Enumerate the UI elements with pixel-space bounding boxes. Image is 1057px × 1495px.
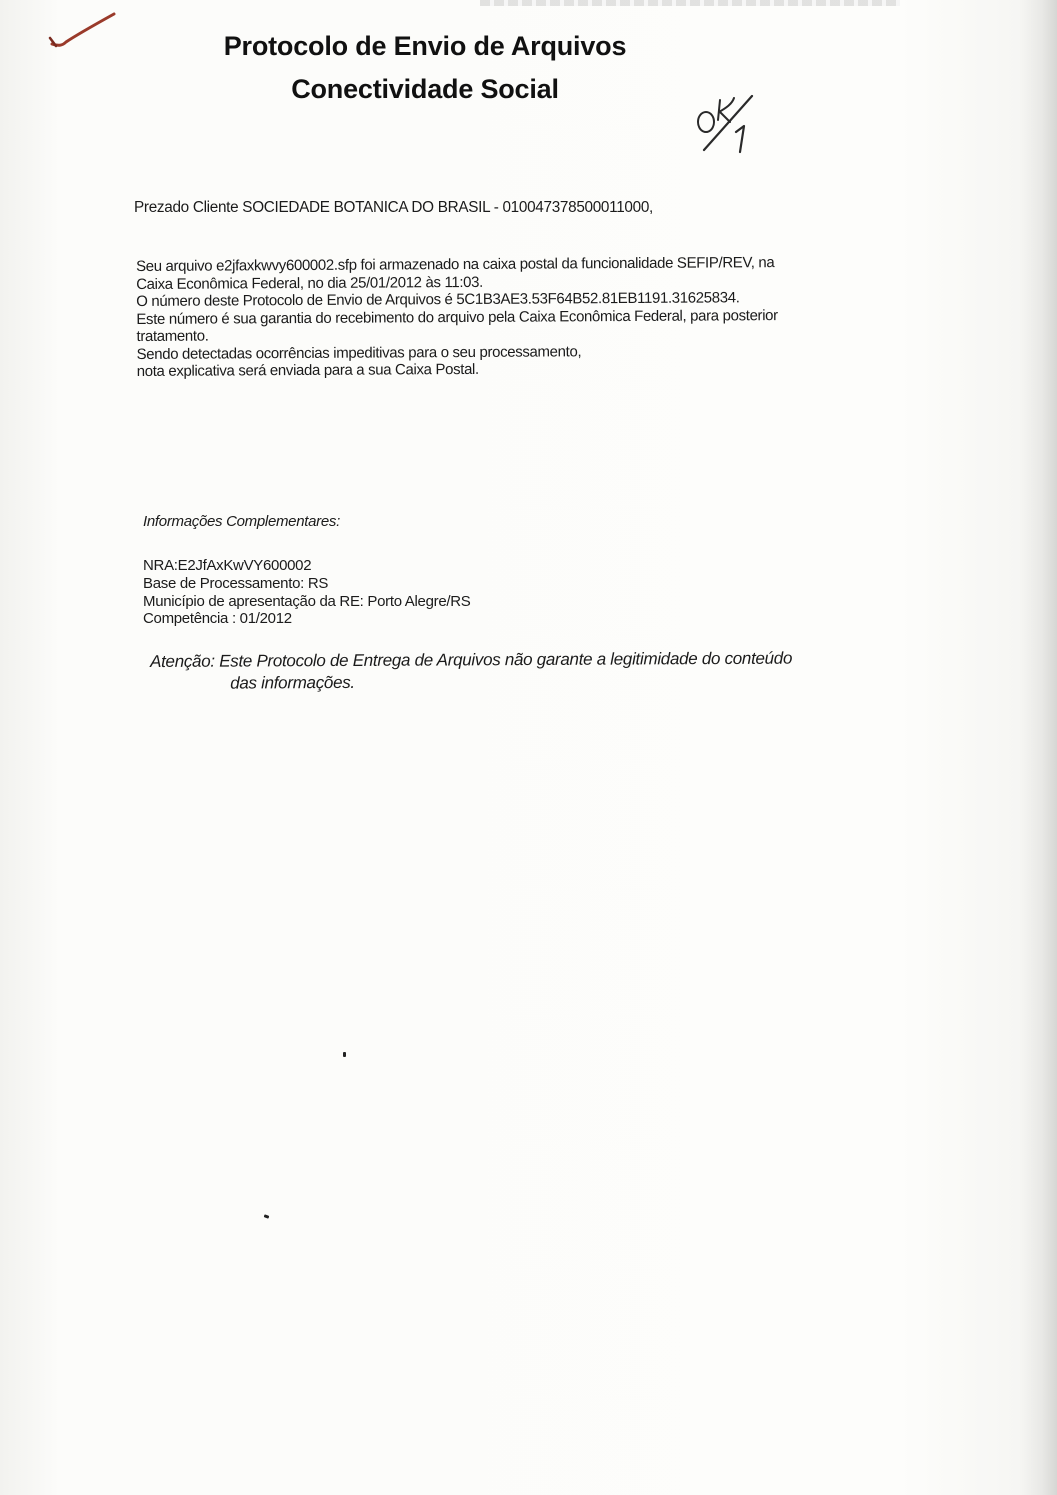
- body-line: O número deste Protocolo de Envio de Arquivos é 5C1B3AE3.53F64B52.81EB1191.31625834.: [136, 289, 740, 310]
- corner-checkmark-icon: [48, 8, 118, 53]
- base-label: Base de Processamento:: [143, 574, 304, 592]
- base-value: RS: [307, 574, 329, 592]
- body-line: Seu arquivo e2jfaxkwvy600002.sfp foi armazenado na caixa postal da funcionalidade SEFIP/REV, na: [136, 254, 775, 275]
- client-name: SOCIEDADE BOTANICA DO BRASIL - 010047378500011000,: [242, 199, 653, 216]
- document-subtitle: Conectividade Social: [291, 74, 559, 104]
- client-greeting: [134, 199, 653, 217]
- scan-speck: [343, 1052, 346, 1057]
- handwritten-ok-annotation: [690, 92, 770, 157]
- body-line: nota explicativa será enviada para a sua Caixa Postal.: [136, 360, 479, 380]
- scan-right-edge-shadow: [1019, 0, 1057, 1495]
- info-list: [143, 557, 470, 628]
- competencia-line: Competência : 01/2012: [143, 610, 292, 628]
- base-line: [143, 575, 470, 593]
- nra-line: NRA:E2JfAxKwVY600002: [143, 557, 312, 574]
- scan-top-edge: [480, 0, 900, 6]
- protocol-body: [136, 253, 937, 380]
- municipio-line: Município de apresentação da RE: Porto Alegre/RS: [143, 592, 471, 610]
- body-line: tratamento.: [136, 327, 209, 345]
- document-title: Protocolo de Envio de Arquivos: [223, 31, 627, 61]
- body-line: Caixa Econômica Federal, no dia 25/01/2012 às 11:03.: [136, 273, 483, 293]
- attention-line-1: Atenção: Este Protocolo de Entrega de Arquivos não garante a legitimidade do conteúdo: [150, 648, 793, 671]
- attention-line-2: das informações.: [230, 672, 355, 693]
- attention-notice: [150, 648, 792, 695]
- scan-speck: [264, 1214, 270, 1219]
- info-heading: Informações Complementares:: [143, 513, 340, 530]
- body-line: Este número é sua garantia do recebimento do arquivo pela Caixa Econômica Federal, para posterior: [136, 306, 778, 328]
- body-line: Sendo detectadas ocorrências impeditivas para o seu processamento,: [136, 342, 582, 363]
- greeting-prefix: Prezado Cliente: [134, 199, 239, 216]
